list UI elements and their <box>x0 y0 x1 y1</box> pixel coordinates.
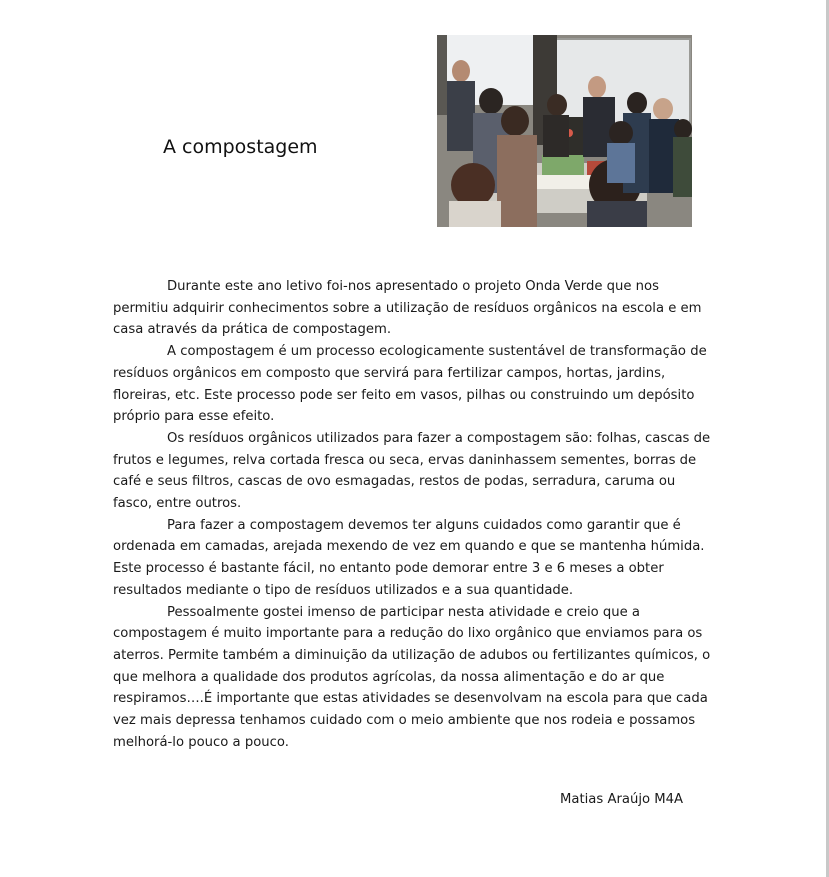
paragraph: Pessoalmente gostei imenso de participar nesta atividade e creio que a compostagem é muito importante para a redução do lixo orgânico que enviamos para os aterros. Permite também a diminuição da utilização de adubos ou fertilizantes químicos, o que melhora a qualidade dos produtos agrícolas, da nossa alimentação e do ar que respiramos….É importante que estas atividades se desenvolvam na escola para que cada vez mais depressa tenhamos cuidado com o meio ambiente que nos rodeia e possamos melhorá-lo pouco a pouco. <box>113 604 711 750</box>
paragraph: Para fazer a compostagem devemos ter alguns cuidados como garantir que é ordenada em camadas, arejada mexendo de vez em quando e que se mantenha húmida. Este processo é bastante fácil, no entanto pode demorar entre 3 e 6 meses a obter resultados mediante o tipo de resíduos utilizados e a sua quantidade. <box>113 517 705 598</box>
paragraph: Os resíduos orgânicos utilizados para fazer a compostagem são: folhas, cascas de frutos e legumes, relva cortada fresca ou seca, ervas daninhassem sementes, borras de café e seus filtros, cascas de ovo esmagadas, restos de podas, serradura, caruma ou fasco, entre outros. <box>113 430 711 512</box>
paragraph: Durante este ano letivo foi-nos apresentado o projeto Onda Verde que nos permitiu adquirir conhecimentos sobre a utilização de resíduos orgânicos na escola e em casa através da prática de compostagem. <box>113 279 702 338</box>
paragraph: A compostagem é um processo ecologicamente sustentável de transformação de resíduos orgânicos em composto que servirá para fertilizar campos, hortas, jardins, floreiras, etc. Este processo pode ser feito em vasos, pilhas ou construindo um depósito próprio para esse efeito. <box>113 344 707 425</box>
document-title: A compostagem <box>163 136 318 158</box>
article-body <box>113 276 711 753</box>
author-signature: Matias Araújo M4A <box>560 792 684 807</box>
classroom-photo <box>437 35 692 227</box>
